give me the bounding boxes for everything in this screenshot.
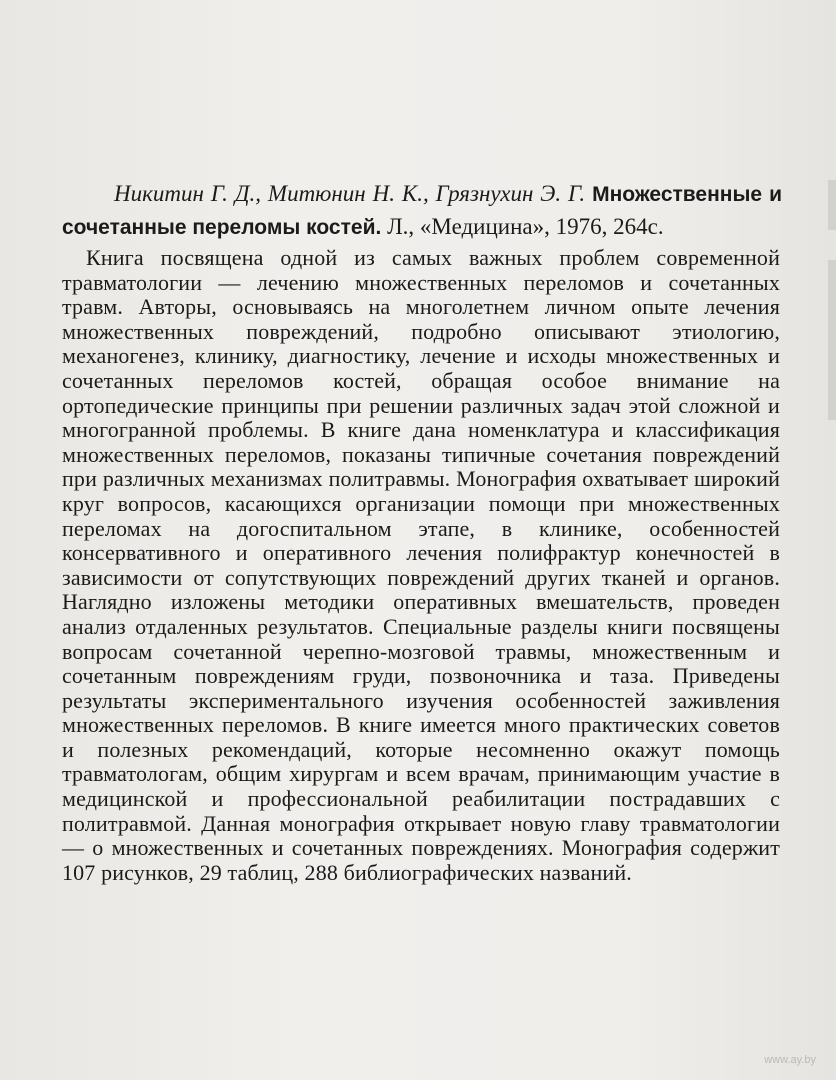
citation-title: Множественные и сочетанные переломы костей. <box>62 183 783 239</box>
page-edge-shadow <box>828 180 836 230</box>
citation-authors: Никитин Г. Д., Митюнин Н. К., Грязнухин Э. Г. <box>114 181 586 206</box>
watermark: www.ay.by <box>764 1054 816 1066</box>
citation-publisher: Л., «Медицина», 1976, 264с. <box>387 214 664 239</box>
page-edge-shadow <box>828 260 836 420</box>
bibliographic-citation <box>62 178 782 244</box>
book-abstract: Книга посвящена одной из самых важных проблем современной травматологии — лечению множественных переломов и сочетанных травм. Авторы, основываясь на многолетнем личном опыте лечения множественных повреждений, подробно описывают этиологию, механогенез, клинику, диагностику, лечение и исходы множественных и сочетанных переломов костей, обращая особое внимание на ортопедические принципы при решении различных задач этой сложной и многогранной проблемы. В книге дана номенклатура и классификация множественных переломов, показаны типичные сочетания повреждений при различных механизмах политравмы. Монография охватывает широкий круг вопросов, касающихся организации помощи при множественных переломах на догоспитальном этапе, в клинике, особенностей консервативного и оперативного лечения полифрактур конечностей в зависимости от сопутствующих повреждений других тканей и органов. Наглядно изложены методики оперативных вмешательств, проведен анализ отдаленных результатов. Специальные разделы книги посвящены вопросам сочетанной черепно-мозговой травмы, множественным и сочетанным повреждениям груди, позвоночника и таза. Приведены результаты экспериментального изучения особенностей заживления множественных переломов. В книге имеется много практических советов и полезных рекомендаций, которые несомненно окажут помощь травматологам, общим хирургам и всем врачам, принимающим участие в медицинской и профессиональной реабилитации пострадавших с политравмой. Данная монография открывает новую главу травматологии — о множественных и сочетанных повреждениях. Монография содержит 107 рисунков, 29 таблиц, 288 библиографических названий. <box>62 245 780 885</box>
